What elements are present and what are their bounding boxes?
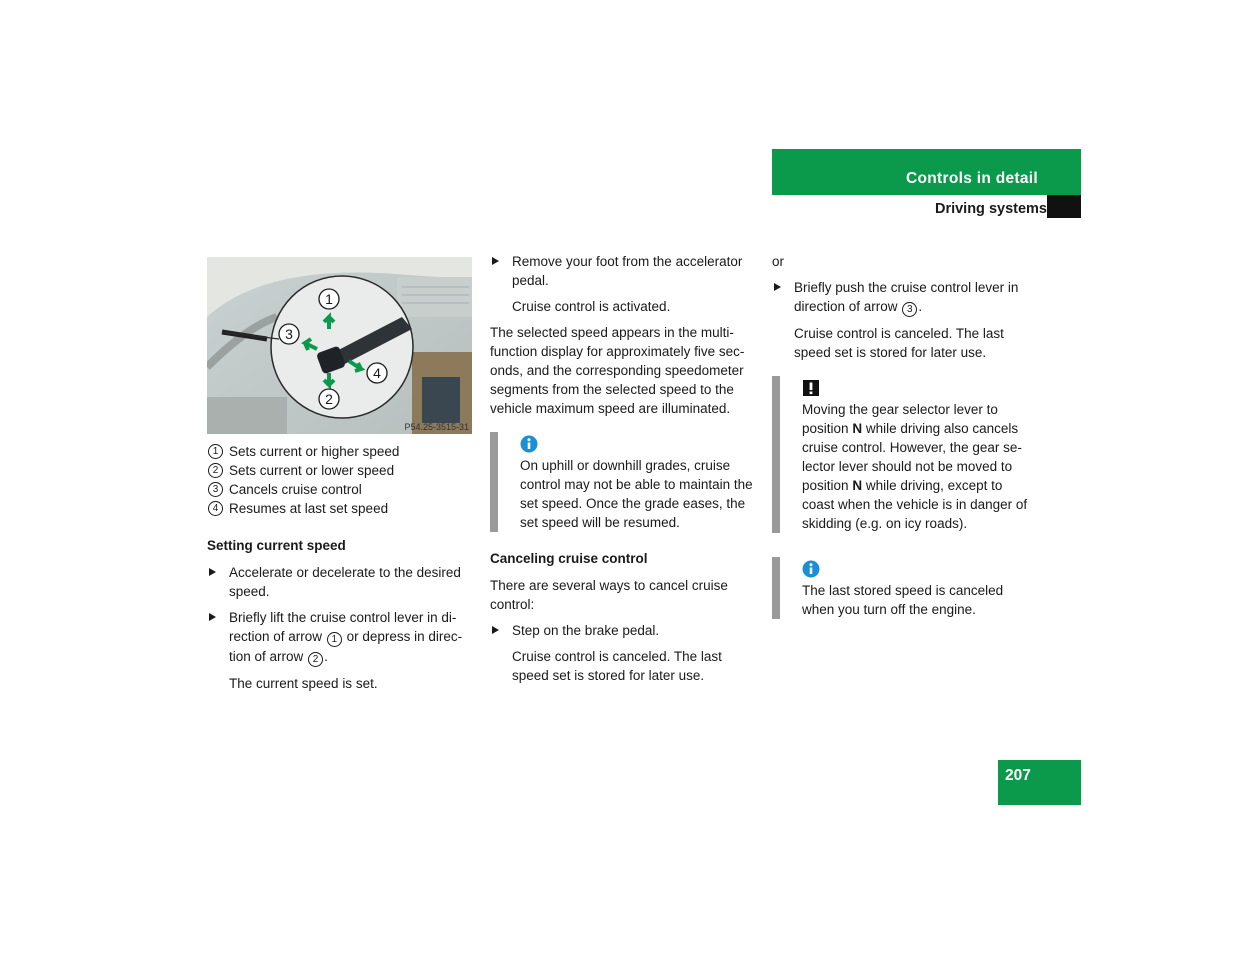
info-note-text: On uphill or downhill grades, cruise control may not be able to maintain the set speed. Once the grade eases, the set speed will be resumed. — [520, 458, 753, 530]
callout-number: 3 — [902, 302, 917, 317]
setting-result: The current speed is set. — [229, 676, 378, 691]
setting-step-2: Briefly lift the cruise control lever in di-rection of arrow 1 or depress in direc-tion of arrow 2 . — [207, 608, 474, 667]
page-number-box — [998, 760, 1081, 805]
callout-number: 1 — [208, 444, 223, 459]
callout-number: 1 — [327, 632, 342, 647]
warning-icon — [802, 376, 1038, 400]
subsection-title: Driving systems — [934, 201, 1047, 217]
section-title: Controls in detail — [906, 170, 1038, 187]
legend-text: Sets current or lower speed — [229, 463, 395, 478]
info-icon — [520, 432, 758, 456]
legend-item — [207, 461, 474, 480]
activate-step: Remove your foot from the accelerator pedal. — [490, 252, 758, 290]
section-header-bar — [772, 149, 1081, 195]
legend-text: Cancels cruise control — [229, 482, 362, 497]
info-icon — [802, 557, 1038, 581]
legend-item — [207, 499, 474, 518]
legend-list — [207, 442, 474, 518]
page-number: 207 — [1005, 767, 1031, 784]
cancel-lever-result: Cruise control is canceled. The last speed set is stored for later use. — [794, 326, 1004, 360]
cancel-heading: Canceling cruise control — [490, 551, 648, 566]
activate-result: Cruise control is activated. — [512, 299, 671, 314]
figure-code: P54.25-3515-31 — [404, 422, 469, 432]
warning-note — [772, 376, 1038, 533]
callout-number: 3 — [208, 482, 223, 497]
cruise-control-figure — [207, 257, 472, 434]
cancel-intro: There are several ways to cancel cruise control: — [490, 578, 728, 612]
setting-step-1: Accelerate or decelerate to the desired speed. — [207, 563, 474, 601]
callout-number: 2 — [208, 463, 223, 478]
cancel-step-brake: Step on the brake pedal. — [490, 621, 758, 640]
column-right — [772, 252, 1038, 619]
callout-2: 2 — [325, 391, 333, 407]
legend-text: Resumes at last set speed — [229, 501, 389, 516]
info-note — [490, 432, 758, 532]
legend-item — [207, 442, 474, 461]
info-note-engine-text: The last stored speed is canceled when you turn off the engine. — [802, 583, 1004, 617]
cancel-result: Cruise control is canceled. The last speed set is stored for later use. — [512, 649, 722, 683]
info-note-engine — [772, 557, 1038, 619]
column-left — [207, 252, 474, 693]
legend-text: Sets current or higher speed — [229, 444, 400, 459]
warning-note-text: Moving the gear selector lever to position N while driving also cancels cruise control. However, the gear se-lector lever should not be moved to position N while driving, except to coast when the vehicle is in danger of skidding (e.g. on icy roads). — [802, 402, 1028, 531]
subsection-marker — [1047, 195, 1081, 218]
callout-3: 3 — [285, 326, 293, 342]
callout-number: 2 — [308, 652, 323, 667]
cancel-step-lever: Briefly push the cruise control lever in direction of arrow 3 . — [772, 278, 1038, 317]
callout-number: 4 — [208, 501, 223, 516]
display-paragraph: The selected speed appears in the multi-function display for approximately five sec-onds, and the corresponding speedometer segments from the selected speed to the vehicle maximum speed are illuminated. — [490, 325, 745, 416]
cruise-control-lever-illustration — [207, 257, 472, 434]
column-middle — [490, 252, 758, 685]
callout-1: 1 — [325, 291, 333, 307]
or-text: or — [772, 254, 785, 269]
setting-heading: Setting current speed — [207, 538, 346, 553]
callout-4: 4 — [373, 365, 381, 381]
legend-item — [207, 480, 474, 499]
